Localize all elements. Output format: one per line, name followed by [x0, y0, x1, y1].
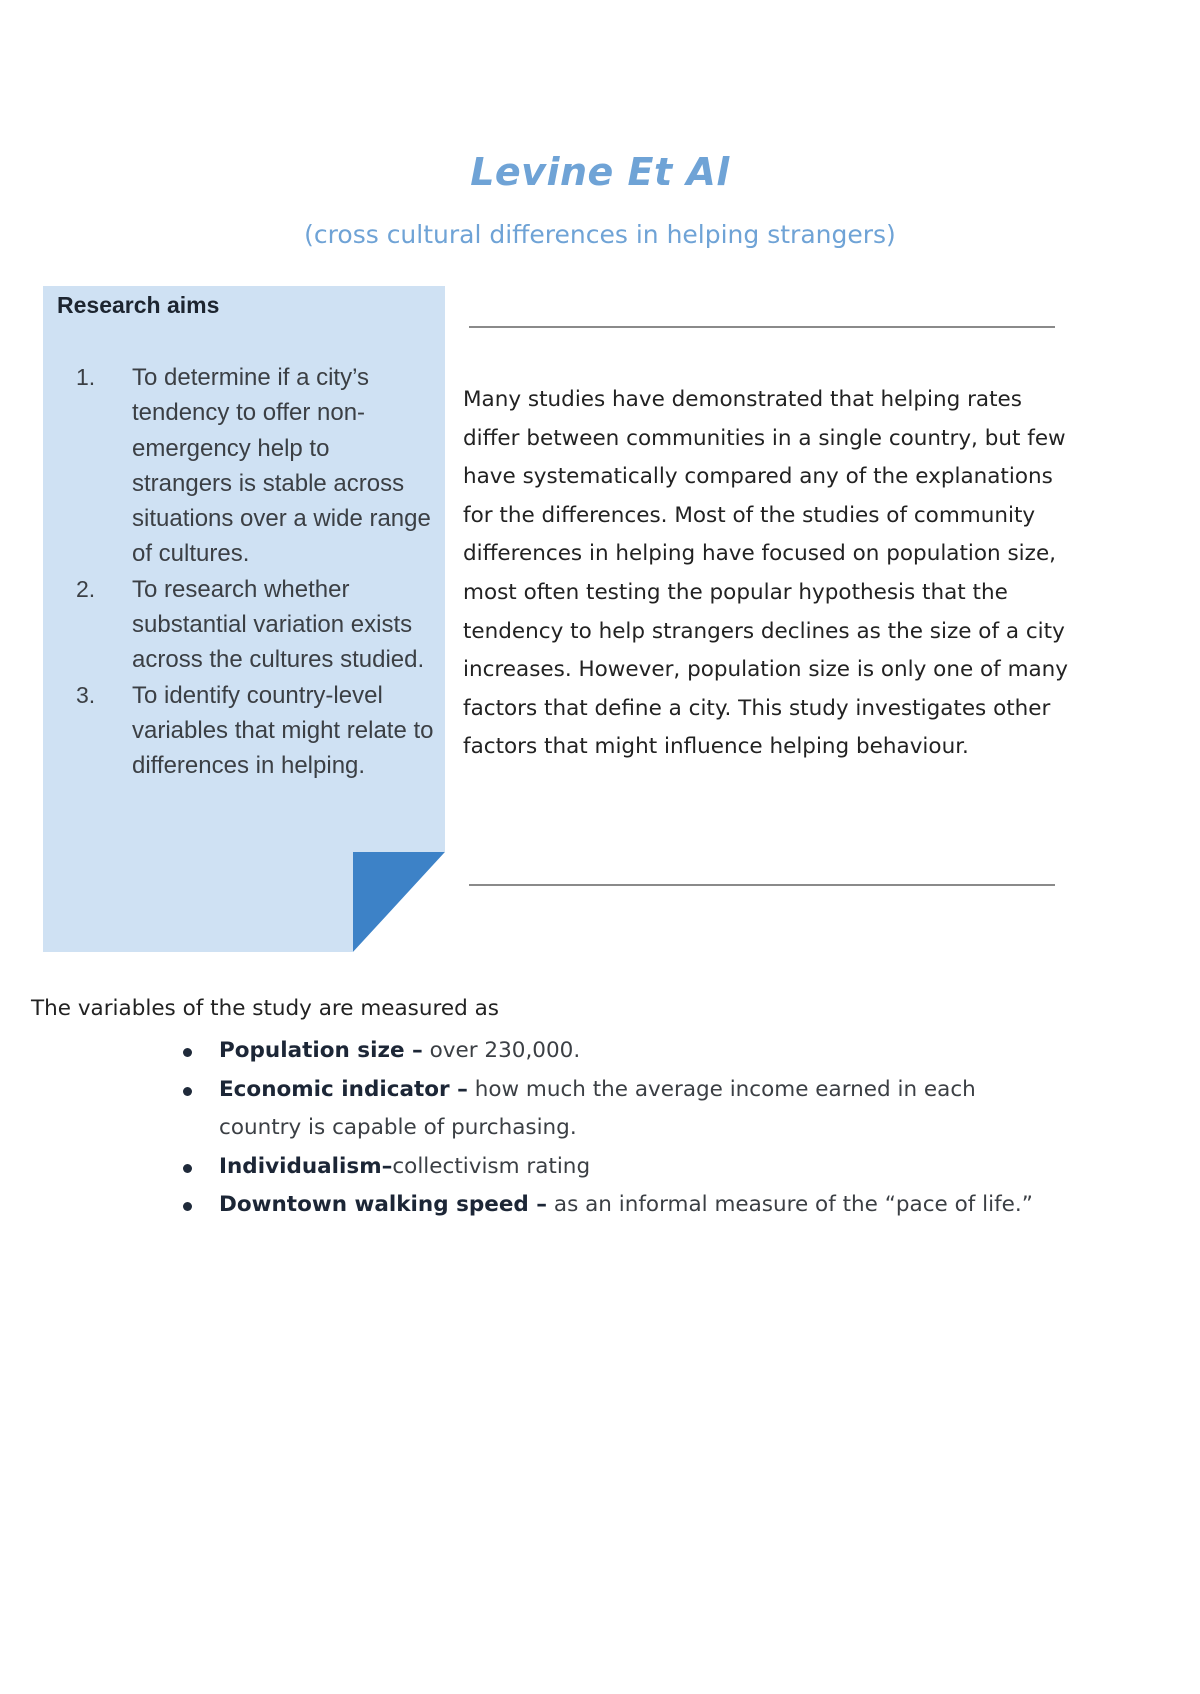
variable-description: over 230,000.	[422, 1038, 581, 1063]
bullet-icon	[183, 1048, 192, 1057]
research-aim-number: 1.	[76, 364, 96, 390]
variable-item	[182, 1186, 1062, 1225]
research-aim-item	[43, 572, 445, 678]
page-fold-cutout	[353, 852, 445, 952]
research-aim-number: 2.	[76, 575, 96, 602]
variable-item	[182, 1032, 1062, 1071]
divider-bottom	[469, 884, 1055, 886]
variables-list	[182, 1032, 1062, 1225]
variable-item	[182, 1148, 1062, 1187]
research-aim-item	[43, 678, 445, 784]
page-subtitle: (cross cultural differences in helping strangers)	[304, 220, 896, 249]
intro-paragraph: Many studies have demonstrated that helping rates differ between communities in a single country, but few have systematically compared any of the explanations for the differences. Most of the studies of community differences in helping have focused on population size, most often testing the popular hypothesis that the tendency to help strangers declines as the size of a city increases. However, population size is only one of many factors that define a city. This study investigates other factors that might influence helping behaviour.	[463, 387, 1069, 760]
variable-name: Individualism–	[219, 1153, 393, 1179]
page-title: Levine Et Al	[470, 150, 730, 194]
variable-description: collectivism rating	[392, 1153, 591, 1179]
research-aim-text: To determine if a city’s tendency to offer non-emergency help to strangers is stable across situations over a wide range of cultures.	[132, 364, 431, 568]
variable-name: Population size –	[219, 1038, 423, 1063]
research-aims-list	[43, 360, 445, 784]
research-aim-text: To identify country-level variables that might relate to differences in helping.	[132, 681, 434, 780]
bullet-icon	[183, 1202, 192, 1211]
variable-item	[182, 1071, 1062, 1148]
research-aims-heading: Research aims	[57, 292, 220, 318]
divider-top	[469, 326, 1055, 328]
variable-name: Economic indicator –	[219, 1076, 468, 1102]
research-aim-item	[43, 360, 445, 572]
variable-name: Downtown walking speed –	[219, 1192, 548, 1217]
research-aim-text: To research whether substantial variation exists across the cultures studied.	[132, 575, 425, 674]
bullet-icon	[183, 1087, 192, 1096]
research-aim-number: 3.	[76, 681, 96, 708]
variable-description: as an informal measure of the “pace of life.”	[547, 1192, 1033, 1217]
variables-intro: The variables of the study are measured as	[31, 996, 499, 1021]
bullet-icon	[183, 1164, 192, 1173]
variable-description: how much the average income earned in each country is capable of purchasing.	[219, 1076, 976, 1140]
